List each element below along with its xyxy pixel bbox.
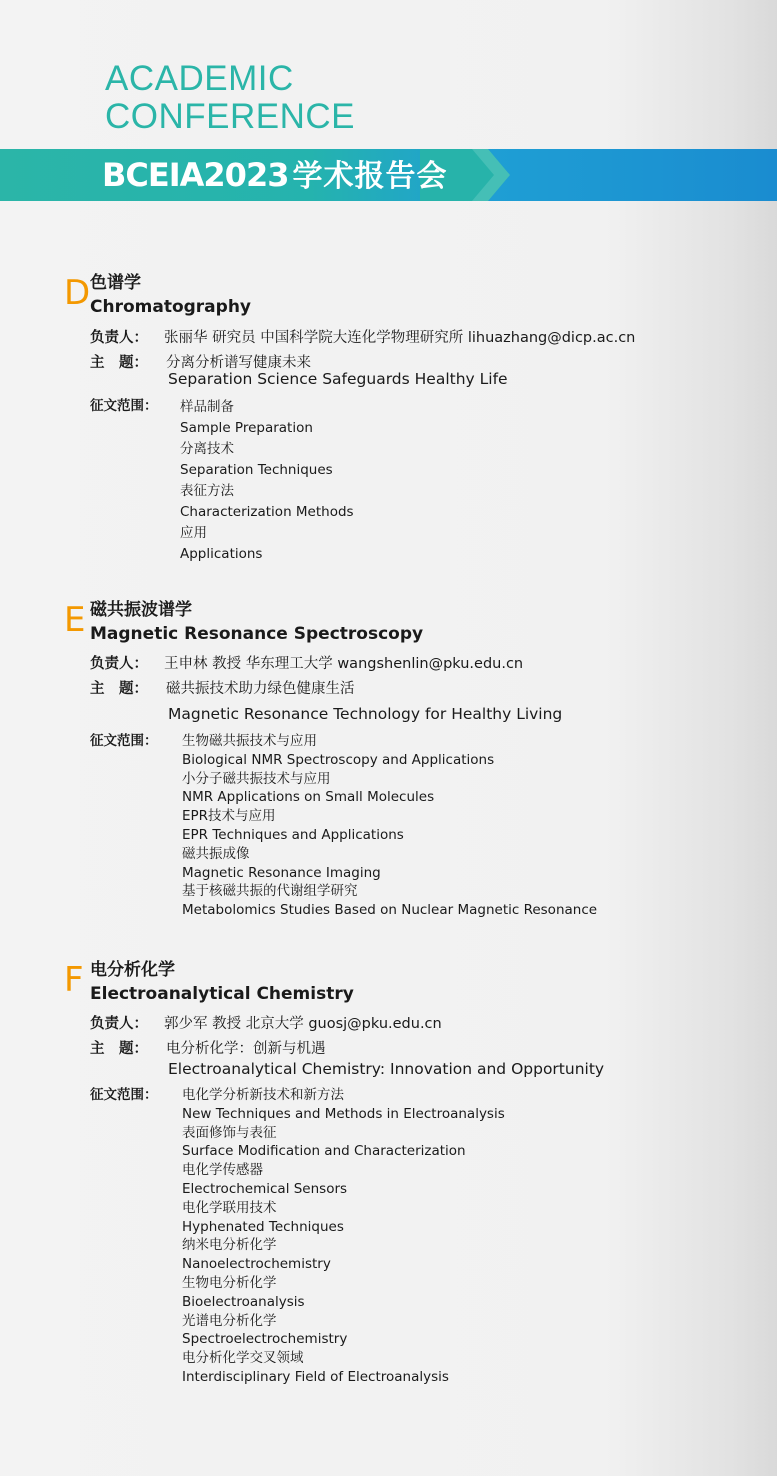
heading-line-conference: CONFERENCE <box>105 97 356 136</box>
scope-item: 电分析化学交叉领域 <box>182 1350 304 1367</box>
scope-item: EPR技术与应用 <box>182 808 276 825</box>
topic-label: 主 题： <box>90 355 148 371</box>
section-title-en: Electroanalytical Chemistry <box>90 984 354 1004</box>
scope-item: Electrochemical Sensors <box>182 1180 348 1197</box>
responsible-row <box>90 1015 442 1034</box>
heading-line-academic: ACADEMIC <box>105 59 294 98</box>
scope-item: 分离技术 <box>180 441 234 457</box>
scope-list <box>182 732 597 920</box>
section-title-zh: 色谱学 <box>90 273 141 293</box>
banner-title-zh: 学术报告会 <box>292 159 448 194</box>
scope-item: Characterization Methods <box>180 504 354 520</box>
scope-item: 基于核磁共振的代谢组学研究 <box>182 883 358 900</box>
scope-item: New Techniques and Methods in Electroanalysis <box>182 1105 505 1122</box>
responsible-value: 王申林 教授 华东理工大学 wangshenlin@pku.edu.cn <box>164 656 524 672</box>
section-letter: E <box>64 600 86 640</box>
responsible-value: 张丽华 研究员 中国科学院大连化学物理研究所 lihuazhang@dicp.ac.cn <box>164 330 636 346</box>
scope-item: 电化学传感器 <box>182 1162 263 1179</box>
responsible-row <box>90 655 523 674</box>
scope-item: 电化学联用技术 <box>182 1199 277 1216</box>
topic-zh: 分离分析谱写健康未来 <box>166 355 311 371</box>
conference-heading <box>105 60 355 136</box>
scope-item: Metabolomics Studies Based on Nuclear Magnetic Resonance <box>182 902 598 919</box>
section-chromatography <box>0 273 777 573</box>
title-banner <box>0 149 777 201</box>
scope-item: Sample Preparation <box>180 420 313 436</box>
section-letter: D <box>64 273 91 313</box>
banner-title-en: BCEIA2023 <box>102 156 289 194</box>
scope-label: 征文范围： <box>90 398 158 414</box>
topic-en: Magnetic Resonance Technology for Healthy Living <box>168 705 563 723</box>
scope-item: Nanoelectrochemistry <box>182 1256 331 1273</box>
scope-item: 生物磁共振技术与应用 <box>182 733 317 749</box>
scope-item: Applications <box>180 546 263 562</box>
responsible-label: 负责人： <box>90 330 148 346</box>
scope-list <box>182 1086 505 1387</box>
topic-en: Separation Science Safeguards Healthy Life <box>168 370 508 388</box>
scope-item: 电化学分析新技术和新方法 <box>182 1087 344 1103</box>
topic-zh: 电分析化学：创新与机遇 <box>166 1041 326 1057</box>
banner-title <box>102 154 447 198</box>
section-title-zh: 磁共振波谱学 <box>90 600 192 620</box>
scope-item: NMR Applications on Small Molecules <box>182 789 435 806</box>
scope-item: 生物电分析化学 <box>182 1274 277 1291</box>
scope-item: 表征方法 <box>180 483 234 499</box>
scope-item: 磁共振成像 <box>182 845 250 862</box>
scope-item: Separation Techniques <box>180 462 333 478</box>
scope-item: 样品制备 <box>180 399 234 415</box>
scope-item: 小分子磁共振技术与应用 <box>182 770 331 787</box>
scope-item: Hyphenated Techniques <box>182 1218 344 1235</box>
scope-item: 纳米电分析化学 <box>182 1237 277 1254</box>
scope-label: 征文范围： <box>90 733 158 749</box>
scope-item: EPR Techniques and Applications <box>182 826 404 843</box>
section-letter: F <box>64 960 84 1000</box>
scope-item: Spectroelectrochemistry <box>182 1331 348 1348</box>
responsible-row <box>90 329 635 348</box>
responsible-value: 郭少军 教授 北京大学 guosj@pku.edu.cn <box>164 1016 442 1032</box>
scope-item: 光谱电分析化学 <box>182 1312 277 1329</box>
scope-item: Bioelectroanalysis <box>182 1293 305 1310</box>
section-title-en: Magnetic Resonance Spectroscopy <box>90 624 424 644</box>
scope-item: 应用 <box>180 525 207 541</box>
scope-item: Magnetic Resonance Imaging <box>182 864 381 881</box>
topic-row <box>90 1040 326 1059</box>
section-electroanalytical <box>0 960 777 1400</box>
topic-label: 主 题： <box>90 1041 148 1057</box>
scope-item: Interdisciplinary Field of Electroanalysis <box>182 1368 449 1385</box>
responsible-label: 负责人： <box>90 656 148 672</box>
scope-label: 征文范围： <box>90 1087 158 1103</box>
topic-en: Electroanalytical Chemistry: Innovation and Opportunity <box>168 1060 605 1078</box>
responsible-label: 负责人： <box>90 1016 148 1032</box>
topic-row <box>90 680 355 699</box>
topic-zh: 磁共振技术助力绿色健康生活 <box>166 681 355 697</box>
scope-item: 表面修饰与表征 <box>182 1124 277 1141</box>
scope-list <box>180 397 354 565</box>
section-title-zh: 电分析化学 <box>90 960 175 980</box>
section-title-en: Chromatography <box>90 297 252 317</box>
scope-item: Surface Modification and Characterization <box>182 1143 466 1160</box>
scope-item: Biological NMR Spectroscopy and Applications <box>182 751 495 768</box>
topic-label: 主 题： <box>90 681 148 697</box>
section-magnetic-resonance <box>0 600 777 930</box>
